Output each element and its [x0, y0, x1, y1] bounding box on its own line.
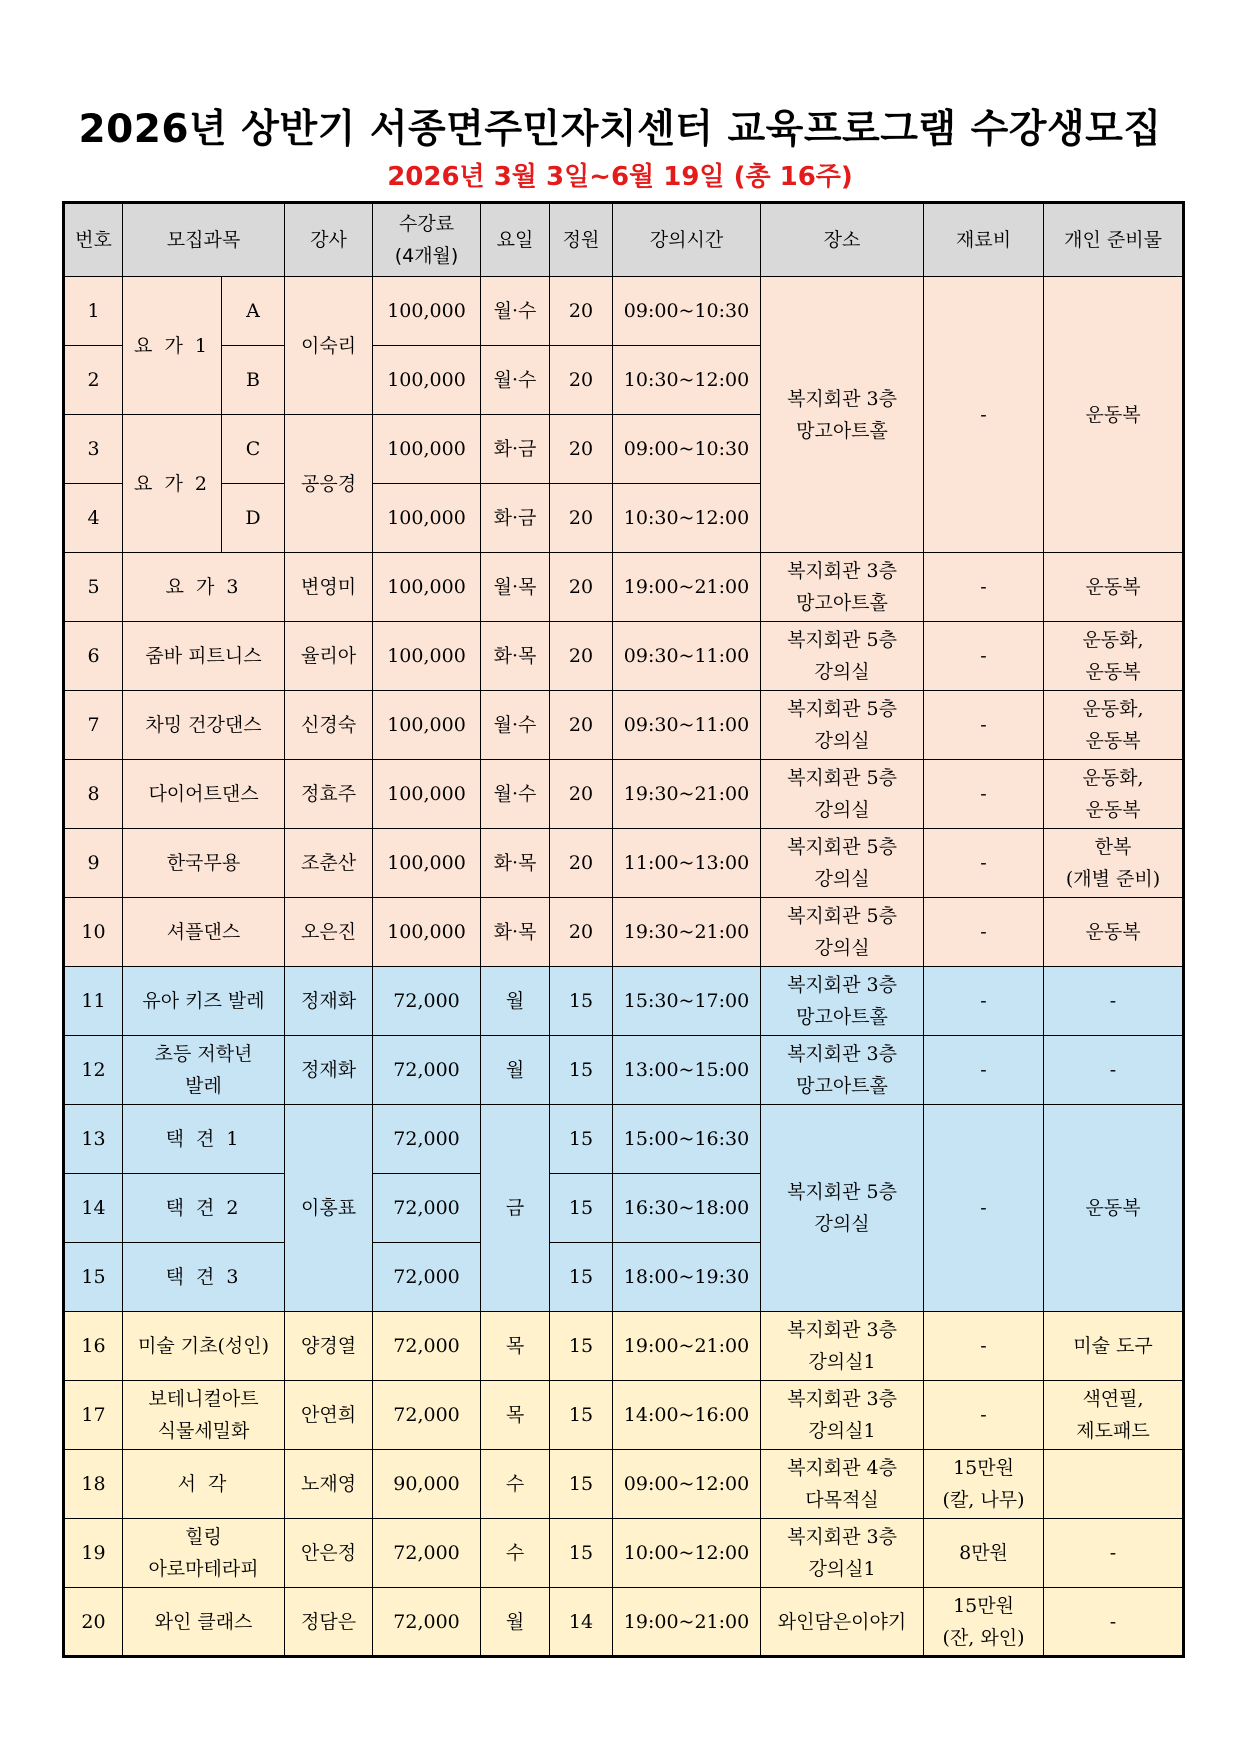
cell-place — [761, 760, 924, 829]
table-row — [64, 760, 1184, 829]
cell-material: - — [924, 1312, 1044, 1381]
cell-time: 10:30~12:00 — [613, 484, 761, 553]
cell-capacity: 14 — [550, 1588, 613, 1657]
cell-fee: 100,000 — [373, 760, 481, 829]
cell-no: 17 — [64, 1381, 123, 1450]
header-fee — [373, 203, 481, 277]
cell-instructor: 공응경 — [285, 415, 373, 553]
cell-supplies — [1044, 760, 1184, 829]
cell-no: 10 — [64, 898, 123, 967]
header-place: 장소 — [761, 203, 924, 277]
cell-course: 한국무용 — [123, 829, 285, 898]
cell-capacity: 15 — [550, 1519, 613, 1588]
cell-day: 수 — [481, 1450, 550, 1519]
table-row — [64, 967, 1184, 1036]
cell-no: 19 — [64, 1519, 123, 1588]
cell-capacity: 15 — [550, 1105, 613, 1174]
cell-capacity: 20 — [550, 484, 613, 553]
cell-supplies: 미술 도구 — [1044, 1312, 1184, 1381]
header-no: 번호 — [64, 203, 123, 277]
cell-capacity: 15 — [550, 1312, 613, 1381]
header-course: 모집과목 — [123, 203, 285, 277]
course-line1: 초등 저학년 — [154, 1043, 253, 1065]
cell-supplies — [1044, 829, 1184, 898]
cell-supplies: 운동복 — [1044, 553, 1184, 622]
cell-fee: 72,000 — [373, 1243, 481, 1312]
table-row — [64, 622, 1184, 691]
cell-capacity: 20 — [550, 760, 613, 829]
cell-fee: 72,000 — [373, 967, 481, 1036]
cell-no: 2 — [64, 346, 123, 415]
cell-instructor: 이숙리 — [285, 277, 373, 415]
cell-supplies: - — [1044, 1036, 1184, 1105]
cell-course — [123, 1381, 285, 1450]
cell-time: 09:00~10:30 — [613, 277, 761, 346]
page-subtitle: 2026년 3월 3일~6월 19일 (총 16주) — [387, 162, 853, 192]
cell-section: C — [222, 415, 285, 484]
cell-supplies — [1044, 1381, 1184, 1450]
cell-fee: 100,000 — [373, 277, 481, 346]
cell-supplies: - — [1044, 967, 1184, 1036]
cell-no: 5 — [64, 553, 123, 622]
place-line2: 망고아트홀 — [796, 1075, 888, 1097]
course-line2: 식물세밀화 — [157, 1420, 250, 1442]
cell-course: 와인 클래스 — [123, 1588, 285, 1657]
place-line2: 망고아트홀 — [796, 592, 888, 614]
header-fee-line2: (4개월) — [394, 245, 459, 267]
cell-fee: 90,000 — [373, 1450, 481, 1519]
cell-section: B — [222, 346, 285, 415]
cell-no: 18 — [64, 1450, 123, 1519]
cell-place — [761, 622, 924, 691]
place-line1: 복지회관 3층 — [787, 1388, 897, 1410]
cell-fee: 72,000 — [373, 1036, 481, 1105]
place-line2: 강의실 — [814, 730, 870, 752]
cell-course: 미술 기초(성인) — [123, 1312, 285, 1381]
course-line2: 발레 — [185, 1075, 222, 1097]
place-line2: 강의실 — [814, 937, 870, 959]
cell-no: 12 — [64, 1036, 123, 1105]
supplies-line1: 운동화, — [1082, 767, 1144, 789]
cell-section: A — [222, 277, 285, 346]
cell-course: 셔플댄스 — [123, 898, 285, 967]
cell-material: - — [924, 1105, 1044, 1312]
cell-course: 유아 키즈 발레 — [123, 967, 285, 1036]
supplies-line1: 운동화, — [1082, 698, 1144, 720]
cell-course: 서 각 — [123, 1450, 285, 1519]
cell-place — [761, 967, 924, 1036]
cell-capacity: 15 — [550, 967, 613, 1036]
cell-place — [761, 1450, 924, 1519]
cell-supplies: - — [1044, 1519, 1184, 1588]
cell-fee: 100,000 — [373, 691, 481, 760]
place-line1: 복지회관 3층 — [787, 1043, 897, 1065]
cell-fee: 72,000 — [373, 1588, 481, 1657]
cell-material: - — [924, 1036, 1044, 1105]
cell-instructor: 안연희 — [285, 1381, 373, 1450]
cell-fee: 100,000 — [373, 346, 481, 415]
page-title: 2026년 상반기 서종면주민자치센터 교육프로그램 수강생모집 — [78, 107, 1162, 152]
place-line1: 복지회관 3층 — [787, 1526, 897, 1548]
cell-place — [761, 1105, 924, 1312]
cell-time: 19:00~21:00 — [613, 553, 761, 622]
table-row — [64, 898, 1184, 967]
cell-no: 4 — [64, 484, 123, 553]
cell-time: 09:00~10:30 — [613, 415, 761, 484]
header-instructor: 강사 — [285, 203, 373, 277]
cell-fee: 100,000 — [373, 898, 481, 967]
cell-material: - — [924, 829, 1044, 898]
cell-instructor: 노재영 — [285, 1450, 373, 1519]
place-line1: 복지회관 3층 — [787, 974, 897, 996]
material-line1: 15만원 — [953, 1594, 1014, 1617]
cell-time: 18:00~19:30 — [613, 1243, 761, 1312]
place-line1: 복지회관 5층 — [787, 767, 897, 789]
cell-fee: 72,000 — [373, 1519, 481, 1588]
cell-no: 16 — [64, 1312, 123, 1381]
cell-no: 15 — [64, 1243, 123, 1312]
cell-no: 1 — [64, 277, 123, 346]
cell-course — [123, 1519, 285, 1588]
supplies-line1: 색연필, — [1082, 1388, 1144, 1410]
cell-capacity: 15 — [550, 1243, 613, 1312]
place-line2: 다목적실 — [805, 1489, 879, 1511]
cell-instructor: 신경숙 — [285, 691, 373, 760]
cell-instructor: 정효주 — [285, 760, 373, 829]
supplies-line2: 운동복 — [1085, 730, 1141, 752]
cell-course: 택 견 3 — [123, 1243, 285, 1312]
place-line1: 복지회관 5층 — [787, 1181, 897, 1203]
cell-no: 14 — [64, 1174, 123, 1243]
cell-instructor: 조춘산 — [285, 829, 373, 898]
header-material: 재료비 — [924, 203, 1044, 277]
cell-section: D — [222, 484, 285, 553]
supplies-line2: (개별 준비) — [1065, 868, 1161, 890]
place-line1: 복지회관 5층 — [787, 629, 897, 651]
cell-capacity: 20 — [550, 277, 613, 346]
place-line2: 강의실 — [814, 661, 870, 683]
header-supplies: 개인 준비물 — [1044, 203, 1184, 277]
table-row — [64, 1036, 1184, 1105]
cell-time: 15:30~17:00 — [613, 967, 761, 1036]
course-line1: 보테니컬아트 — [148, 1388, 259, 1410]
cell-time: 09:30~11:00 — [613, 691, 761, 760]
cell-place — [761, 553, 924, 622]
place-line2: 강의실1 — [808, 1558, 876, 1580]
cell-day: 월·수 — [481, 760, 550, 829]
cell-capacity: 20 — [550, 346, 613, 415]
table-row — [64, 1450, 1184, 1519]
cell-time: 19:30~21:00 — [613, 898, 761, 967]
cell-fee: 72,000 — [373, 1381, 481, 1450]
place-line1: 복지회관 4층 — [787, 1457, 897, 1479]
cell-day: 금 — [481, 1105, 550, 1312]
cell-day: 화·금 — [481, 415, 550, 484]
cell-no: 7 — [64, 691, 123, 760]
cell-capacity: 20 — [550, 415, 613, 484]
cell-time: 10:00~12:00 — [613, 1519, 761, 1588]
cell-day: 월 — [481, 1588, 550, 1657]
table-row — [64, 691, 1184, 760]
cell-day: 월·목 — [481, 553, 550, 622]
cell-fee: 72,000 — [373, 1312, 481, 1381]
cell-no: 13 — [64, 1105, 123, 1174]
supplies-line2: 운동복 — [1085, 799, 1141, 821]
cell-course: 줌바 피트니스 — [123, 622, 285, 691]
table-row — [64, 277, 1184, 346]
supplies-line1: 한복 — [1094, 836, 1132, 858]
cell-no: 9 — [64, 829, 123, 898]
cell-instructor: 변영미 — [285, 553, 373, 622]
cell-capacity: 15 — [550, 1450, 613, 1519]
cell-fee: 100,000 — [373, 829, 481, 898]
cell-instructor: 양경열 — [285, 1312, 373, 1381]
cell-day: 월·수 — [481, 277, 550, 346]
cell-course: 택 견 2 — [123, 1174, 285, 1243]
cell-supplies: 운동복 — [1044, 898, 1184, 967]
cell-time: 19:30~21:00 — [613, 760, 761, 829]
cell-supplies: - — [1044, 1588, 1184, 1657]
cell-place — [761, 1519, 924, 1588]
cell-fee: 72,000 — [373, 1105, 481, 1174]
cell-course: 차밍 건강댄스 — [123, 691, 285, 760]
place-line2: 강의실 — [814, 799, 870, 821]
cell-time: 15:00~16:30 — [613, 1105, 761, 1174]
cell-time: 19:00~21:00 — [613, 1588, 761, 1657]
cell-material: - — [924, 691, 1044, 760]
cell-time: 09:00~12:00 — [613, 1450, 761, 1519]
cell-place: 와인담은이야기 — [761, 1588, 924, 1657]
supplies-line2: 제도패드 — [1076, 1420, 1150, 1442]
cell-day: 월 — [481, 1036, 550, 1105]
cell-capacity: 20 — [550, 553, 613, 622]
cell-material — [924, 1588, 1044, 1657]
cell-time: 14:00~16:00 — [613, 1381, 761, 1450]
table-row — [64, 829, 1184, 898]
cell-fee: 72,000 — [373, 1174, 481, 1243]
cell-material: - — [924, 622, 1044, 691]
cell-capacity: 20 — [550, 829, 613, 898]
cell-instructor: 정재화 — [285, 967, 373, 1036]
cell-day: 화·금 — [481, 484, 550, 553]
cell-place — [761, 1381, 924, 1450]
cell-place — [761, 829, 924, 898]
cell-place — [761, 1312, 924, 1381]
cell-material: - — [924, 967, 1044, 1036]
place-line2: 강의실1 — [808, 1351, 876, 1373]
header-fee-line1: 수강료 — [398, 213, 455, 235]
cell-place — [761, 691, 924, 760]
cell-course: 다이어트댄스 — [123, 760, 285, 829]
cell-capacity: 20 — [550, 622, 613, 691]
supplies-line1: 운동화, — [1082, 629, 1144, 651]
cell-capacity: 15 — [550, 1174, 613, 1243]
cell-place — [761, 277, 924, 553]
cell-capacity: 20 — [550, 898, 613, 967]
place-line2: 망고아트홀 — [796, 1006, 888, 1028]
cell-no: 20 — [64, 1588, 123, 1657]
cell-instructor: 안은정 — [285, 1519, 373, 1588]
cell-course: 요 가 1 — [123, 277, 222, 415]
cell-supplies — [1044, 622, 1184, 691]
cell-instructor: 정재화 — [285, 1036, 373, 1105]
place-line1: 복지회관 5층 — [787, 698, 897, 720]
cell-fee: 100,000 — [373, 484, 481, 553]
place-line1: 복지회관 5층 — [787, 836, 897, 858]
table-row — [64, 553, 1184, 622]
cell-time: 11:00~13:00 — [613, 829, 761, 898]
cell-no: 6 — [64, 622, 123, 691]
course-line2: 아로마테라피 — [148, 1558, 259, 1580]
supplies-line2: 운동복 — [1085, 661, 1141, 683]
cell-day: 수 — [481, 1519, 550, 1588]
place-line2: 강의실 — [814, 1213, 870, 1235]
cell-no: 3 — [64, 415, 123, 484]
cell-material: - — [924, 553, 1044, 622]
cell-material: 8만원 — [924, 1519, 1044, 1588]
cell-day: 화·목 — [481, 829, 550, 898]
cell-supplies: 운동복 — [1044, 1105, 1184, 1312]
cell-no: 11 — [64, 967, 123, 1036]
place-line1: 복지회관 3층 — [787, 387, 897, 410]
header-time: 강의시간 — [613, 203, 761, 277]
table-row — [64, 1105, 1184, 1174]
cell-material — [924, 1450, 1044, 1519]
cell-fee: 100,000 — [373, 622, 481, 691]
material-line1: 15만원 — [953, 1457, 1014, 1479]
cell-time: 10:30~12:00 — [613, 346, 761, 415]
place-line1: 복지회관 3층 — [787, 1319, 897, 1341]
cell-place — [761, 1036, 924, 1105]
cell-course: 택 견 1 — [123, 1105, 285, 1174]
cell-capacity: 20 — [550, 691, 613, 760]
cell-course — [123, 1036, 285, 1105]
header-capacity: 정원 — [550, 203, 613, 277]
cell-capacity: 15 — [550, 1036, 613, 1105]
schedule-table — [62, 201, 1185, 1658]
cell-time: 16:30~18:00 — [613, 1174, 761, 1243]
cell-time: 09:30~11:00 — [613, 622, 761, 691]
place-line2: 강의실 — [814, 868, 870, 890]
cell-day: 목 — [481, 1312, 550, 1381]
cell-day: 월·수 — [481, 691, 550, 760]
cell-day: 목 — [481, 1381, 550, 1450]
cell-material: - — [924, 1381, 1044, 1450]
place-line2: 강의실1 — [808, 1420, 876, 1442]
cell-no: 8 — [64, 760, 123, 829]
cell-fee: 100,000 — [373, 553, 481, 622]
cell-fee: 100,000 — [373, 415, 481, 484]
cell-day: 화·목 — [481, 622, 550, 691]
cell-material: - — [924, 760, 1044, 829]
cell-day: 월·수 — [481, 346, 550, 415]
table-row — [64, 1381, 1184, 1450]
cell-instructor: 오은진 — [285, 898, 373, 967]
header-row — [64, 203, 1184, 277]
material-line2: (칼, 나무) — [942, 1489, 1025, 1511]
cell-day: 화·목 — [481, 898, 550, 967]
cell-material: - — [924, 277, 1044, 553]
cell-supplies — [1044, 691, 1184, 760]
cell-place — [761, 898, 924, 967]
course-line1: 힐링 — [185, 1526, 222, 1548]
cell-material: - — [924, 898, 1044, 967]
place-line1: 복지회관 5층 — [787, 905, 897, 927]
table-row — [64, 1312, 1184, 1381]
cell-day: 월 — [481, 967, 550, 1036]
cell-instructor: 정담은 — [285, 1588, 373, 1657]
material-line2: (잔, 와인) — [942, 1626, 1025, 1649]
cell-time: 19:00~21:00 — [613, 1312, 761, 1381]
cell-supplies: 운동복 — [1044, 277, 1184, 553]
place-line2: 망고아트홀 — [796, 419, 888, 442]
cell-instructor: 이홍표 — [285, 1105, 373, 1312]
cell-instructor: 율리아 — [285, 622, 373, 691]
place-line1: 복지회관 3층 — [787, 560, 897, 582]
cell-course: 요 가 2 — [123, 415, 222, 553]
cell-capacity: 15 — [550, 1381, 613, 1450]
table-row — [64, 1588, 1184, 1657]
cell-supplies — [1044, 1450, 1184, 1519]
table-row — [64, 1519, 1184, 1588]
cell-course: 요 가 3 — [123, 553, 285, 622]
header-day: 요일 — [481, 203, 550, 277]
cell-time: 13:00~15:00 — [613, 1036, 761, 1105]
